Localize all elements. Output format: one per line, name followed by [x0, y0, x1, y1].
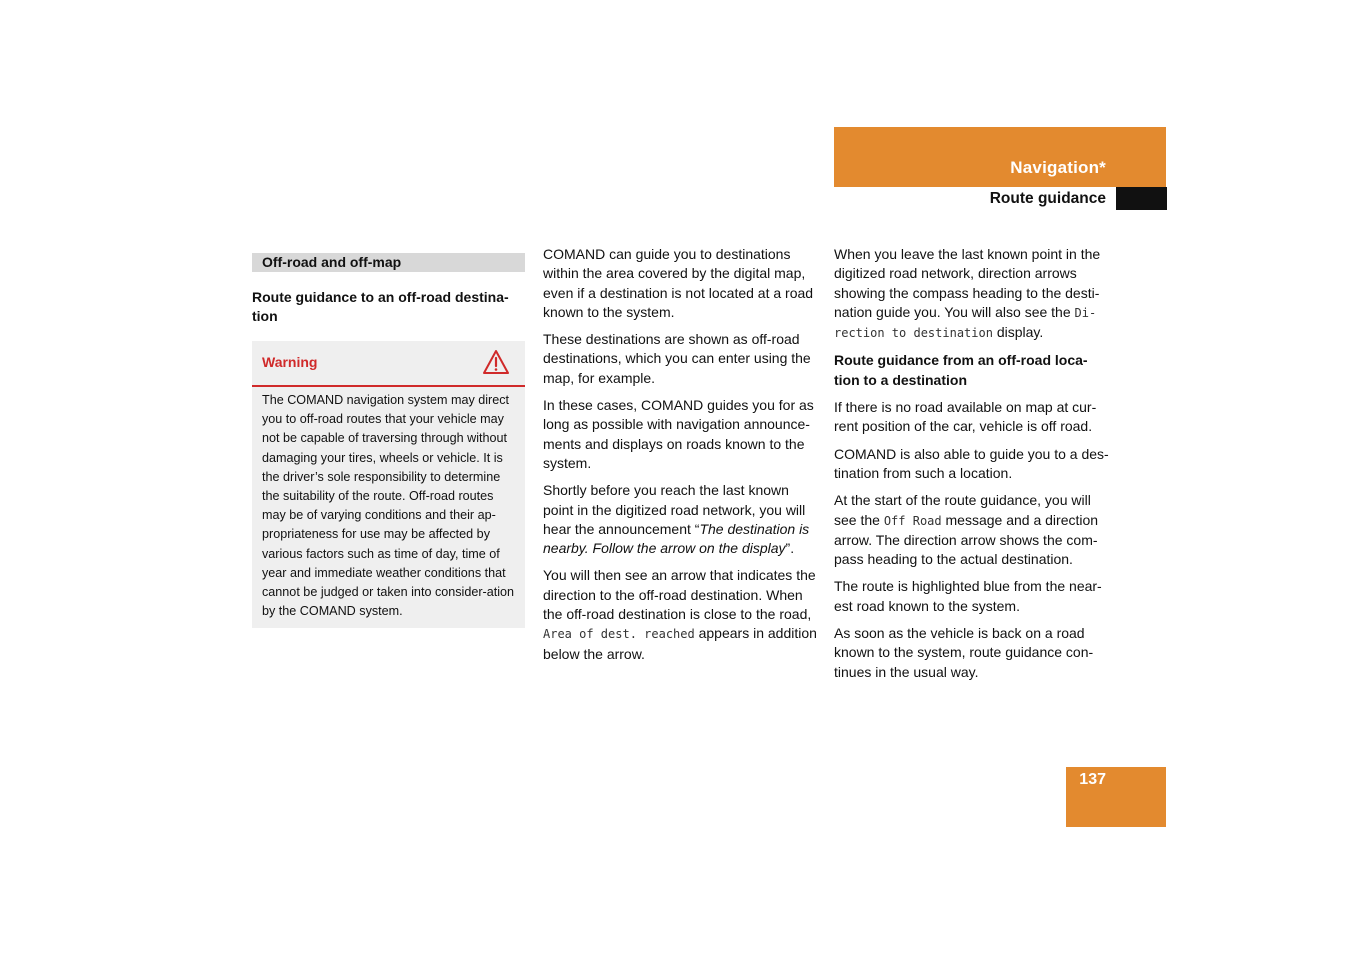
paragraph — [834, 245, 1110, 343]
paragraph — [543, 566, 817, 663]
subject-label: Off-road and off-map — [262, 254, 402, 270]
middle-column — [543, 245, 817, 672]
text: You will then see an arrow that indicates the direction to the off-road destination. When the off-road destination is close to the road, — [543, 567, 816, 623]
text: message and a direction arrow. The direction arrow shows the com-pass heading to the actual destination. — [834, 511, 1099, 568]
right-column — [834, 245, 1110, 690]
text: appears in addition below the arrow. — [543, 625, 817, 662]
announcement-text: The destination is nearby. Follow the arrow on the display — [543, 520, 810, 557]
warning-text: The COMAND navigation system may direct you to off-road routes that your vehicle may not be capable of traversing through without damaging your tires, wheels or vehicle. It is the driver’s sole responsibility to determine the suitability of the route. Off-road routes may be of varying conditions and their ap-propriateness for use may be affected by various factors such as time of day, time of year and immediate weather conditions that cannot be judged or taken into consider-ation by the COMAND system. — [262, 393, 515, 619]
chapter-title: Navigation* — [1010, 158, 1106, 177]
text: When you leave the last known point in the digitized road network, direction arrows showing the compass heading to the desti-nation guide you. You will also see the — [834, 246, 1101, 320]
paragraph: These destinations are shown as off-road destinations, which you can enter using the map, for example. — [543, 331, 811, 386]
chapter-header-band — [834, 127, 1166, 187]
warning-triangle-icon — [482, 349, 510, 375]
text: At the start of the route guidance, you will see the — [834, 492, 1091, 528]
right-heading: Route guidance from an off-road loca-tion to a destination — [834, 352, 1088, 388]
section-title: Route guidance — [989, 190, 1106, 207]
page-number: 137 — [1079, 771, 1106, 788]
section-marker — [1116, 187, 1167, 210]
paragraph: COMAND is also able to guide you to a des-tination from such a location. — [834, 445, 1109, 481]
display-message: Off Road — [883, 513, 942, 528]
paragraph: COMAND can guide you to destinations within the area covered by the digital map, even if a destination is not located at a road known to the system. — [543, 246, 814, 320]
paragraph — [543, 481, 817, 558]
text: display. — [992, 324, 1044, 341]
paragraph: If there is no road available on map at cur-rent position of the car, vehicle is off road. — [834, 399, 1097, 435]
paragraph: In these cases, COMAND guides you for as long as possible with navigation announce-ments and displays on roads known to the system. — [543, 397, 814, 471]
paragraph: The route is highlighted blue from the near-est road known to the system. — [834, 578, 1102, 614]
warning-label: Warning — [262, 354, 318, 370]
display-message: Area of dest. reached — [543, 627, 695, 642]
display-message: Di-rection to destination — [834, 305, 1097, 341]
left-heading: Route guidance to an off-road destina-tion — [252, 289, 509, 325]
paragraph: As soon as the vehicle is back on a road known to the system, route guidance con-tinues in the usual way. — [834, 625, 1094, 680]
paragraph — [834, 491, 1110, 569]
text: ”. — [785, 540, 795, 557]
text: Shortly before you reach the last known point in the digitized road network, you will hear the announcement “ — [543, 482, 806, 537]
